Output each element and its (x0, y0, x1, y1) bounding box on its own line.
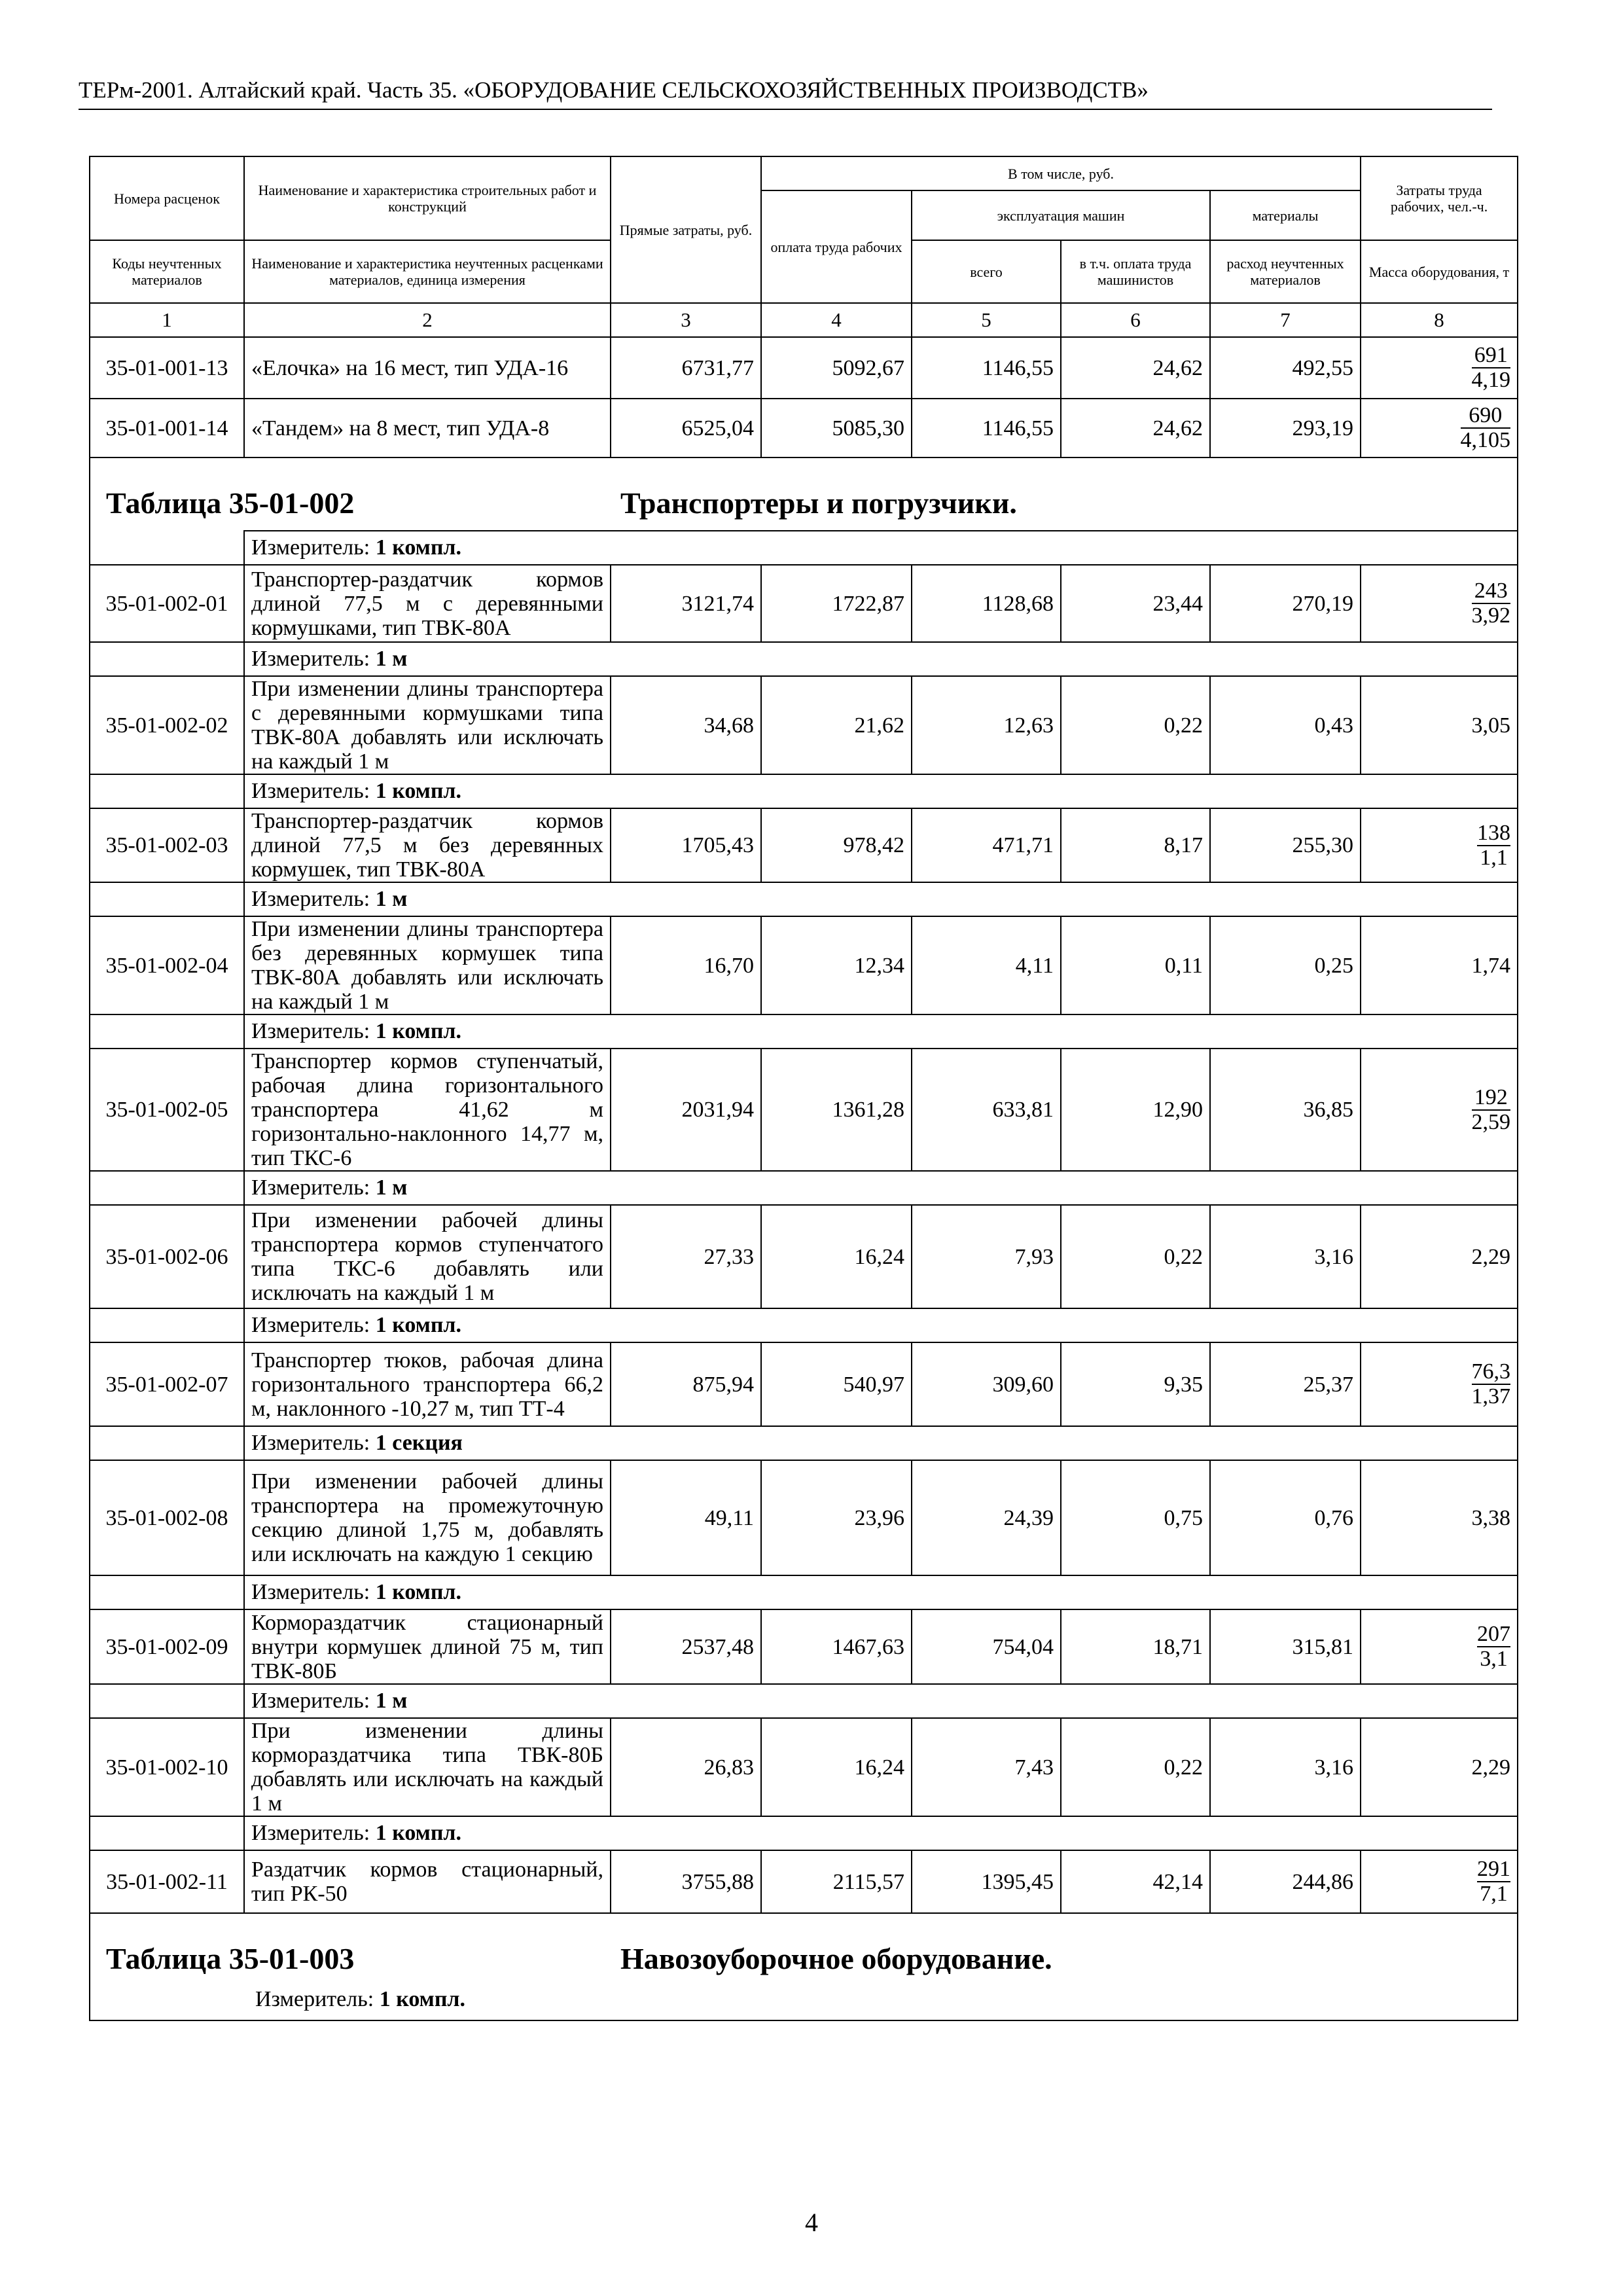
machinist-wage: 0,75 (1061, 1460, 1210, 1575)
labor-mass-fraction (1477, 1623, 1510, 1671)
equipment-mass-value: 4,105 (1460, 428, 1511, 452)
measure-spacer (90, 1426, 244, 1460)
measure-label (244, 1014, 1518, 1049)
machinist-wage: 0,22 (1061, 1205, 1210, 1308)
labor-cost: 1722,87 (761, 565, 912, 642)
materials-cost: 0,76 (1210, 1460, 1361, 1575)
measure-prefix: Измеритель: (251, 1431, 370, 1455)
col2-header-bottom: Наименование и характеристика неучтенных расценками материалов, единица измерения (244, 240, 611, 303)
measure-prefix: Измеритель: (251, 1821, 370, 1845)
machines-cost: 1395,45 (912, 1850, 1061, 1913)
materials-cost: 3,16 (1210, 1718, 1361, 1816)
page-number: 4 (805, 2208, 818, 2237)
labor-cost: 5092,67 (761, 337, 912, 399)
measure-spacer (90, 1575, 244, 1609)
machines-cost: 4,11 (912, 916, 1061, 1014)
labor-hours-cell: 3,38 (1361, 1460, 1518, 1575)
machines-cost: 754,04 (912, 1609, 1061, 1684)
table-title: Навозоуборочное оборудование. (620, 1942, 1052, 1975)
machinist-wage: 0,22 (1061, 676, 1210, 774)
measure-row (90, 774, 1518, 808)
materials-cost: 270,19 (1210, 565, 1361, 642)
col1-header-bottom: Коды неучтенных материалов (90, 240, 244, 303)
incl-header: В том числе, руб. (761, 156, 1361, 190)
rate-code: 35-01-001-13 (90, 337, 244, 399)
table-row (90, 1342, 1518, 1426)
measure-label (255, 1987, 465, 2012)
labor-mass-fraction (1461, 404, 1511, 452)
direct-cost: 49,11 (611, 1460, 761, 1575)
measure-unit: 1 секция (375, 1431, 463, 1455)
rate-code: 35-01-002-01 (90, 565, 244, 642)
measure-spacer (90, 642, 244, 676)
work-name: При изменении рабочей длины транспортера на промежуточную секцию длиной 1,75 м, добавлять или исключать на каждую 1 секцию (244, 1460, 611, 1575)
measure-unit: 1 компл. (375, 535, 462, 560)
column-number: 2 (244, 303, 611, 337)
measure-label (244, 642, 1518, 676)
measure-label (244, 1684, 1518, 1718)
labor-cost: 540,97 (761, 1342, 912, 1426)
measure-prefix: Измеритель: (251, 1313, 370, 1337)
materials-cost: 3,16 (1210, 1205, 1361, 1308)
labor-cost: 23,96 (761, 1460, 912, 1575)
work-name: Транспортер тюков, рабочая длина горизонтального транспортера 66,2 м, наклонного -10,27 м, тип ТТ-4 (244, 1342, 611, 1426)
col1-header-top: Номера расценок (90, 156, 244, 240)
measure-prefix: Измеритель: (251, 1689, 370, 1713)
labor-hours-cell (1361, 337, 1518, 399)
work-name: При изменении длины транспортера с деревянными кормушками типа ТВК-80А добавлять или исключать на каждый 1 м (244, 676, 611, 774)
measure-row (90, 1171, 1518, 1205)
measure-label (244, 1308, 1518, 1342)
measure-spacer (90, 1171, 244, 1205)
labor-hours-value: 192 (1472, 1086, 1511, 1111)
rate-code: 35-01-002-08 (90, 1460, 244, 1575)
work-name: «Елочка» на 16 мест, тип УДА-16 (244, 337, 611, 399)
col2-header-top: Наименование и характеристика строительных работ и конструкций (244, 156, 611, 240)
labor-hours-value: 243 (1472, 579, 1511, 604)
equipment-mass-value: 4,19 (1471, 368, 1511, 392)
measure-row (90, 1816, 1518, 1850)
labor-cost: 16,24 (761, 1718, 912, 1816)
table-code: Таблица 35-01-002 (106, 486, 355, 520)
measure-prefix: Измеритель: (251, 647, 370, 671)
machinist-wage: 9,35 (1061, 1342, 1210, 1426)
measure-unit: 1 м (375, 887, 408, 911)
work-name: Раздатчик кормов стационарный, тип РК-50 (244, 1850, 611, 1913)
work-name: При изменении рабочей длины транспортера кормов ступенчатого типа ТКС-6 добавлять или исключать на каждый 1 м (244, 1205, 611, 1308)
measure-prefix: Измеритель: (251, 535, 370, 560)
labor-hours-cell: 2,29 (1361, 1205, 1518, 1308)
measure-prefix: Измеритель: (251, 779, 370, 803)
column-number: 7 (1210, 303, 1361, 337)
measure-unit: 1 м (375, 1175, 408, 1200)
measure-prefix: Измеритель: (251, 887, 370, 911)
machines-cost: 1128,68 (912, 565, 1061, 642)
materials-sub-header: расход неучтенных материалов (1210, 240, 1361, 303)
col8-header-top: Затраты труда рабочих, чел.-ч. (1361, 156, 1518, 240)
measure-row (90, 531, 1518, 565)
measure-spacer (90, 774, 244, 808)
direct-cost: 2537,48 (611, 1609, 761, 1684)
column-number: 8 (1361, 303, 1518, 337)
labor-cost: 5085,30 (761, 399, 912, 457)
direct-cost: 875,94 (611, 1342, 761, 1426)
measure-spacer (90, 882, 244, 916)
machines-total-header: всего (912, 240, 1061, 303)
labor-hours-cell (1361, 1049, 1518, 1171)
rate-code: 35-01-002-09 (90, 1609, 244, 1684)
measure-label (244, 774, 1518, 808)
equipment-mass-value: 2,59 (1471, 1109, 1511, 1134)
labor-hours-value: 690 (1461, 404, 1511, 429)
materials-cost: 36,85 (1210, 1049, 1361, 1171)
labor-header: оплата труда рабочих (761, 190, 912, 303)
machinist-wage: 0,22 (1061, 1718, 1210, 1816)
machines-cost: 1146,55 (912, 337, 1061, 399)
measure-spacer (90, 1014, 244, 1049)
labor-mass-fraction (1472, 1360, 1511, 1408)
machines-cost: 7,43 (912, 1718, 1061, 1816)
table-heading-row (90, 1913, 1518, 2020)
labor-hours-cell (1361, 808, 1518, 882)
measure-prefix: Измеритель: (251, 1019, 370, 1043)
measure-unit: 1 компл. (379, 1987, 466, 2011)
materials-cost: 492,55 (1210, 337, 1361, 399)
direct-cost: 6525,04 (611, 399, 761, 457)
rate-code: 35-01-002-07 (90, 1342, 244, 1426)
labor-mass-fraction (1472, 1086, 1511, 1134)
table-heading (90, 457, 1518, 531)
labor-hours-value: 76,3 (1471, 1359, 1511, 1384)
measure-unit: 1 компл. (375, 1313, 462, 1337)
measure-unit: 1 компл. (375, 1580, 462, 1604)
table-row (90, 1609, 1518, 1684)
labor-hours-cell: 1,74 (1361, 916, 1518, 1014)
direct-cost: 27,33 (611, 1205, 761, 1308)
labor-cost: 978,42 (761, 808, 912, 882)
machinist-wage: 0,11 (1061, 916, 1210, 1014)
work-name: При изменении длины транспортера без деревянных кормушек типа ТВК-80А добавлять или исключать на каждый 1 м (244, 916, 611, 1014)
table-row (90, 1718, 1518, 1816)
work-name: При изменении длины кормораздатчика типа ТВК-80Б добавлять или исключать на каждый 1 м (244, 1718, 611, 1816)
measure-label (244, 1816, 1518, 1850)
labor-mass-fraction (1477, 1857, 1510, 1906)
measure-unit: 1 компл. (375, 779, 462, 803)
equipment-mass-value: 3,1 (1480, 1647, 1508, 1671)
measure-spacer (90, 1684, 244, 1718)
measure-row (90, 1014, 1518, 1049)
table-heading (90, 1913, 1518, 2020)
machines-cost: 1146,55 (912, 399, 1061, 457)
measure-spacer (90, 531, 244, 565)
materials-cost: 244,86 (1210, 1850, 1361, 1913)
measure-row (90, 1575, 1518, 1609)
labor-hours-cell: 2,29 (1361, 1718, 1518, 1816)
labor-mass-fraction (1477, 821, 1510, 870)
labor-hours-value: 691 (1472, 344, 1511, 368)
machines-cost: 633,81 (912, 1049, 1061, 1171)
machines-cost: 7,93 (912, 1205, 1061, 1308)
measure-label (244, 1575, 1518, 1609)
materials-header: материалы (1210, 190, 1361, 240)
labor-hours-value: 207 (1477, 1622, 1511, 1646)
machines-header: эксплуатация машин (912, 190, 1210, 240)
rate-code: 35-01-002-03 (90, 808, 244, 882)
direct-cost: 26,83 (611, 1718, 761, 1816)
measure-row (90, 1684, 1518, 1718)
labor-hours-cell (1361, 1609, 1518, 1684)
labor-hours-cell (1361, 1342, 1518, 1426)
labor-hours-cell: 3,05 (1361, 676, 1518, 774)
labor-hours-cell (1361, 565, 1518, 642)
work-name: Кормораздатчик стационарный внутри кормушек длиной 75 м, тип ТВК-80Б (244, 1609, 611, 1684)
rate-code: 35-01-002-05 (90, 1049, 244, 1171)
column-number: 3 (611, 303, 761, 337)
labor-hours-value: 291 (1477, 1857, 1511, 1881)
measure-prefix: Измеритель: (255, 1987, 374, 2011)
measure-label (244, 531, 1518, 565)
equipment-mass-value: 7,1 (1480, 1882, 1508, 1906)
measure-label (244, 1171, 1518, 1205)
machinist-wage: 24,62 (1061, 399, 1210, 457)
machinist-wage: 12,90 (1061, 1049, 1210, 1171)
measure-unit: 1 компл. (375, 1821, 462, 1845)
table-row (90, 1850, 1518, 1913)
materials-cost: 255,30 (1210, 808, 1361, 882)
rate-code: 35-01-002-10 (90, 1718, 244, 1816)
rate-code: 35-01-001-14 (90, 399, 244, 457)
table-code: Таблица 35-01-003 (106, 1942, 355, 1975)
work-name: Транспортер-раздатчик кормов длиной 77,5 м с деревянными кормушками, тип ТВК-80А (244, 565, 611, 642)
price-table (89, 156, 1518, 2021)
measure-prefix: Измеритель: (251, 1580, 370, 1604)
machines-cost: 471,71 (912, 808, 1061, 882)
labor-mass-fraction (1472, 579, 1511, 628)
labor-cost: 1467,63 (761, 1609, 912, 1684)
machinist-wage: 24,62 (1061, 337, 1210, 399)
equipment-mass-value: 1,1 (1480, 845, 1508, 870)
measure-unit: 1 м (375, 647, 408, 671)
machines-cost: 12,63 (912, 676, 1061, 774)
table-row (90, 676, 1518, 774)
column-number: 6 (1061, 303, 1210, 337)
machinist-wage: 23,44 (1061, 565, 1210, 642)
work-name: Транспортер кормов ступенчатый, рабочая длина горизонтального транспортера 41,62 м горизонтально-наклонного 14,77 м, тип ТКС-6 (244, 1049, 611, 1171)
materials-cost: 0,25 (1210, 916, 1361, 1014)
labor-mass-fraction (1472, 344, 1511, 392)
table-row (90, 1460, 1518, 1575)
col8-header-bottom: Масса оборудования, т (1361, 240, 1518, 303)
direct-cost: 34,68 (611, 676, 761, 774)
measure-label (244, 1426, 1518, 1460)
measure-spacer (90, 1816, 244, 1850)
labor-cost: 2115,57 (761, 1850, 912, 1913)
work-name: «Тандем» на 8 мест, тип УДА-8 (244, 399, 611, 457)
table-row (90, 1049, 1518, 1171)
direct-cost: 3755,88 (611, 1850, 761, 1913)
machines-cost: 309,60 (912, 1342, 1061, 1426)
col3-header: Прямые затраты, руб. (611, 156, 761, 303)
labor-cost: 16,24 (761, 1205, 912, 1308)
table-title: Транспортеры и погрузчики. (620, 486, 1017, 520)
labor-cost: 12,34 (761, 916, 912, 1014)
table-row (90, 808, 1518, 882)
direct-cost: 3121,74 (611, 565, 761, 642)
table-row (90, 337, 1518, 399)
materials-cost: 25,37 (1210, 1342, 1361, 1426)
rate-code: 35-01-002-06 (90, 1205, 244, 1308)
table-row (90, 399, 1518, 457)
rate-code: 35-01-002-02 (90, 676, 244, 774)
materials-cost: 293,19 (1210, 399, 1361, 457)
column-number: 4 (761, 303, 912, 337)
machines-cost: 24,39 (912, 1460, 1061, 1575)
machinist-wage: 42,14 (1061, 1850, 1210, 1913)
rate-code: 35-01-002-04 (90, 916, 244, 1014)
direct-cost: 16,70 (611, 916, 761, 1014)
measure-spacer (90, 1308, 244, 1342)
direct-cost: 2031,94 (611, 1049, 761, 1171)
measure-unit: 1 компл. (375, 1019, 462, 1043)
rate-code: 35-01-002-11 (90, 1850, 244, 1913)
equipment-mass-value: 3,92 (1471, 603, 1511, 628)
table-row (90, 916, 1518, 1014)
machines-wage-header: в т.ч. оплата труда машинистов (1061, 240, 1210, 303)
labor-cost: 21,62 (761, 676, 912, 774)
column-number: 1 (90, 303, 244, 337)
equipment-mass-value: 1,37 (1471, 1384, 1511, 1408)
measure-prefix: Измеритель: (251, 1175, 370, 1200)
table-row (90, 1205, 1518, 1308)
labor-hours-value: 138 (1477, 820, 1511, 845)
direct-cost: 6731,77 (611, 337, 761, 399)
machinist-wage: 18,71 (1061, 1609, 1210, 1684)
measure-row (90, 882, 1518, 916)
table-row (90, 565, 1518, 642)
page-header: ТЕРм-2001. Алтайский край. Часть 35. «ОБОРУДОВАНИЕ СЕЛЬСКОХОЗЯЙСТВЕННЫХ ПРОИЗВОДСТВ» (79, 77, 1492, 110)
measure-label (244, 882, 1518, 916)
measure-row (90, 642, 1518, 676)
labor-cost: 1361,28 (761, 1049, 912, 1171)
direct-cost: 1705,43 (611, 808, 761, 882)
measure-row (90, 1308, 1518, 1342)
work-name: Транспортер-раздатчик кормов длиной 77,5 м без деревянных кормушек, тип ТВК-80А (244, 808, 611, 882)
machinist-wage: 8,17 (1061, 808, 1210, 882)
column-number: 5 (912, 303, 1061, 337)
materials-cost: 315,81 (1210, 1609, 1361, 1684)
labor-hours-cell (1361, 399, 1518, 457)
labor-hours-cell (1361, 1850, 1518, 1913)
materials-cost: 0,43 (1210, 676, 1361, 774)
measure-unit: 1 м (375, 1689, 408, 1713)
measure-row (90, 1426, 1518, 1460)
table-heading-row (90, 457, 1518, 531)
